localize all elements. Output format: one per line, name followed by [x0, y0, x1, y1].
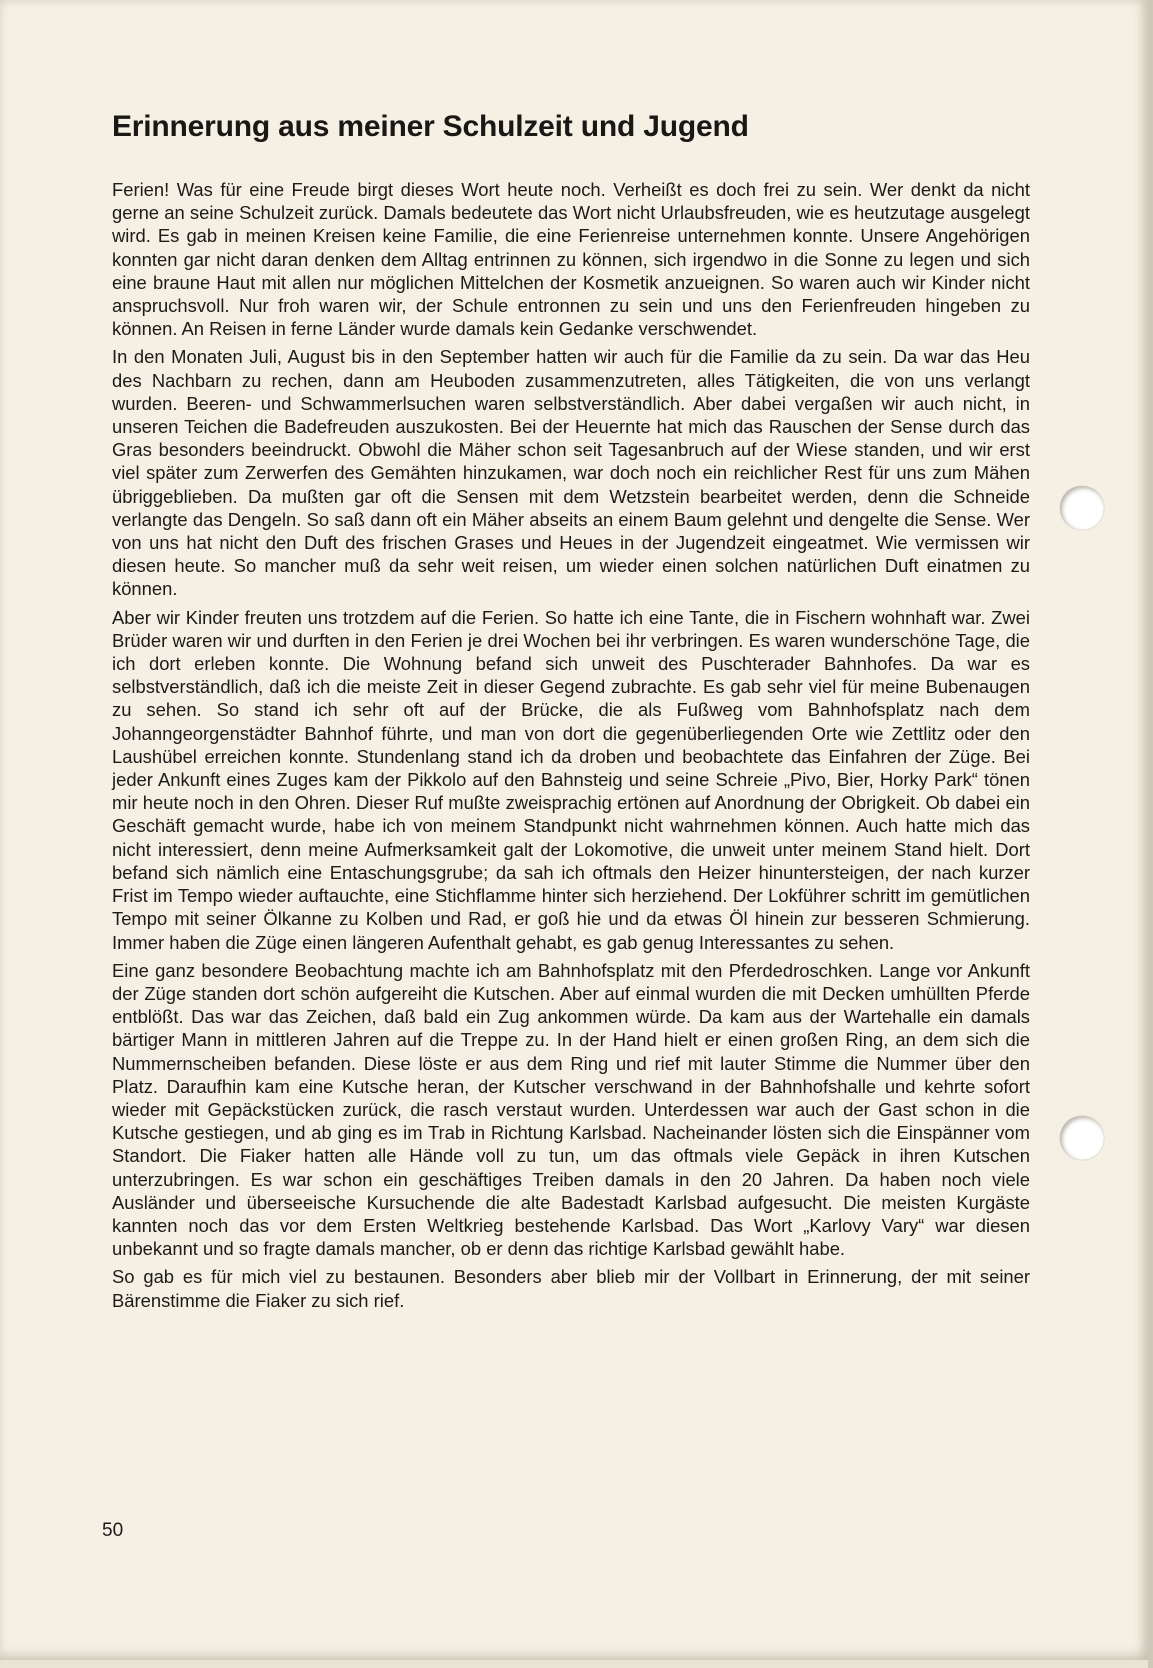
page-edge — [1148, 0, 1153, 1668]
page-title: Erinnerung aus meiner Schulzeit und Jugend — [112, 110, 749, 143]
punch-hole-top — [1060, 486, 1104, 530]
punch-hole-bottom — [1060, 1116, 1104, 1160]
paragraph: In den Monaten Juli, August bis in den September hatten wir auch für die Familie da zu sein. Da war das Heu des Nachbarn zu rechen, dann am Heuboden zusammenzutreten, alles Tätigkeiten, die von uns verlangt wurden. Beeren- und Schwammerlsuchen waren selbstverständlich. Aber dabei vergaßen wir auch nicht, in unseren Teichen die Badefreuden auszukosten. Bei der Heuernte hat mich das Rauschen der Sense durch das Gras besonders beeindruckt. Obwohl die Mäher schon seit Tagesanbruch auf der Wiese standen, und wir erst viel später zum Zerwerfen des Gemähten hinzukamen, war doch noch ein reichlicher Rest für uns zum Mähen übriggeblieben. Da mußten gar oft die Sensen mit dem Wetzstein bearbeitet werden, denn die Schneide verlangte das Dengeln. So saß dann oft ein Mäher abseits an einem Baum gelehnt und dengelte die Sense. Wer von uns hat nicht den Duft des frischen Grases und Heues in der Jugendzeit eingeatmet. Wie vermissen wir diesen heute. So mancher muß da sehr weit reisen, um wieder einen solchen natürlichen Duft einatmen zu können. — [112, 346, 1030, 600]
paragraph: Eine ganz besondere Beobachtung machte ich am Bahnhofsplatz mit den Pferdedroschken. Lange vor Ankunft der Züge standen dort schön aufgereiht die Kutschen. Aber auf einmal wurden die mit Decken umhüllten Pferde entblößt. Das war das Zeichen, daß bald ein Zug ankommen würde. Da kam aus der Wartehalle ein damals bärtiger Mann in mittleren Jahren auf die Treppe zu. In der Hand hielt er einen großen Ring, an dem sich die Nummernscheiben befanden. Diese löste er aus dem Ring und rief mit lauter Stimme die Nummer über den Platz. Daraufhin kam eine Kutsche heran, der Kutscher verschwand in der Bahnhofshalle und kehrte sofort wieder mit Gepäckstücken zurück, die rasch verstaut wurden. Unterdessen war auch der Gast schon in die Kutsche gestiegen, und ab ging es im Trab in Richtung Karlsbad. Nacheinander lösten sich die Einspänner vom Standort. Die Fiaker hatten alle Hände voll zu tun, um das oftmals viele Gepäck in ihren Kutschen unterzubringen. Es war schon ein geschäftiges Treiben damals in den 20 Jahren. Da haben noch viele Ausländer und überseeische Kursuchende die alte Badestadt Karlsbad aufgesucht. Die meisten Kurgäste kannten noch das vor dem Ersten Weltkrieg bestehende Karlsbad. Das Wort „Karlovy Vary“ war diesen unbekannt und so fragte damals mancher, ob er denn das richtige Karlsbad gewählt habe. — [112, 959, 1030, 1260]
page-number: 50 — [102, 1520, 124, 1541]
article-body — [112, 178, 1030, 1317]
paragraph: Ferien! Was für eine Freude birgt dieses Wort heute noch. Verheißt es doch frei zu sein. Wer denkt da nicht gerne an seine Schulzeit zurück. Damals bedeutete das Wort nicht Urlaubsfreuden, wie es heutzutage ausgelegt wird. Es gab in meinen Kreisen keine Familie, die eine Ferienreise unternehmen konnte. Unsere Angehörigen konnten gar nicht daran denken dem Alltag entrinnen zu können, sich irgendwo in die Sonne zu legen und sich eine braune Haut mit allen nur möglichen Mittelchen der Kosmetik anzueignen. So waren auch wir Kinder nicht anspruchsvoll. Nur froh waren wir, der Schule entronnen zu sein und uns den Ferienfreuden hingeben zu können. An Reisen in ferne Länder wurde damals kein Gedanke verschwendet. — [112, 179, 1030, 340]
paragraph: So gab es für mich viel zu bestaunen. Besonders aber blieb mir der Vollbart in Erinnerung, der mit seiner Bärenstimme die Fiaker zu sich rief. — [112, 1266, 1030, 1311]
paragraph: Aber wir Kinder freuten uns trotzdem auf die Ferien. So hatte ich eine Tante, die in Fischern wohnhaft war. Zwei Brüder waren wir und durften in den Ferien je drei Wochen bei ihr verbringen. Es waren wunderschöne Tage, die ich dort erleben konnte. Die Wohnung befand sich unweit des Puschterader Bahnhofes. Da war es selbstverständlich, daß ich die meiste Zeit in dieser Gegend zubrachte. Es gab sehr viel für meine Bubenaugen zu sehen. So stand ich sehr oft auf der Brücke, die als Fußweg vom Bahnhofsplatz nach dem Johanngeorgenstädter Bahnhof führte, und man von dort die gegenüberliegenden Orte wie Zettlitz oder den Laushübel erreichen konnte. Stundenlang stand ich da droben und beobachtete das Einfahren der Züge. Bei jeder Ankunft eines Zuges kam der Pikkolo auf den Bahnsteig und seine Schreie „Pivo, Bier, Horky Park“ tönen mir heute noch in den Ohren. Dieser Ruf mußte zweisprachig ertönen auf Anordnung der Obrigkeit. Ob dabei ein Geschäft gemacht wurde, habe ich von meinem Standpunkt nicht wahrnehmen können. Auch hatte mich das nicht interessiert, denn meine Aufmerksamkeit galt der Lokomotive, die unweit unter meinem Stand hielt. Dort befand sich nämlich eine Entaschungsgrube; da sah ich oftmals den Heizer hinuntersteigen, der nach kurzer Frist im Tempo wieder auftauchte, eine Stichflamme hinter sich herziehend. Der Lokführer schritt im gemütlichen Tempo mit seiner Ölkanne zu Kolben und Rad, er goß hie und da etwas Öl hinein zur besseren Schmierung. Immer haben die Züge einen längeren Aufenthalt gehabt, es gab genug Interessantes zu sehen. — [112, 606, 1030, 953]
